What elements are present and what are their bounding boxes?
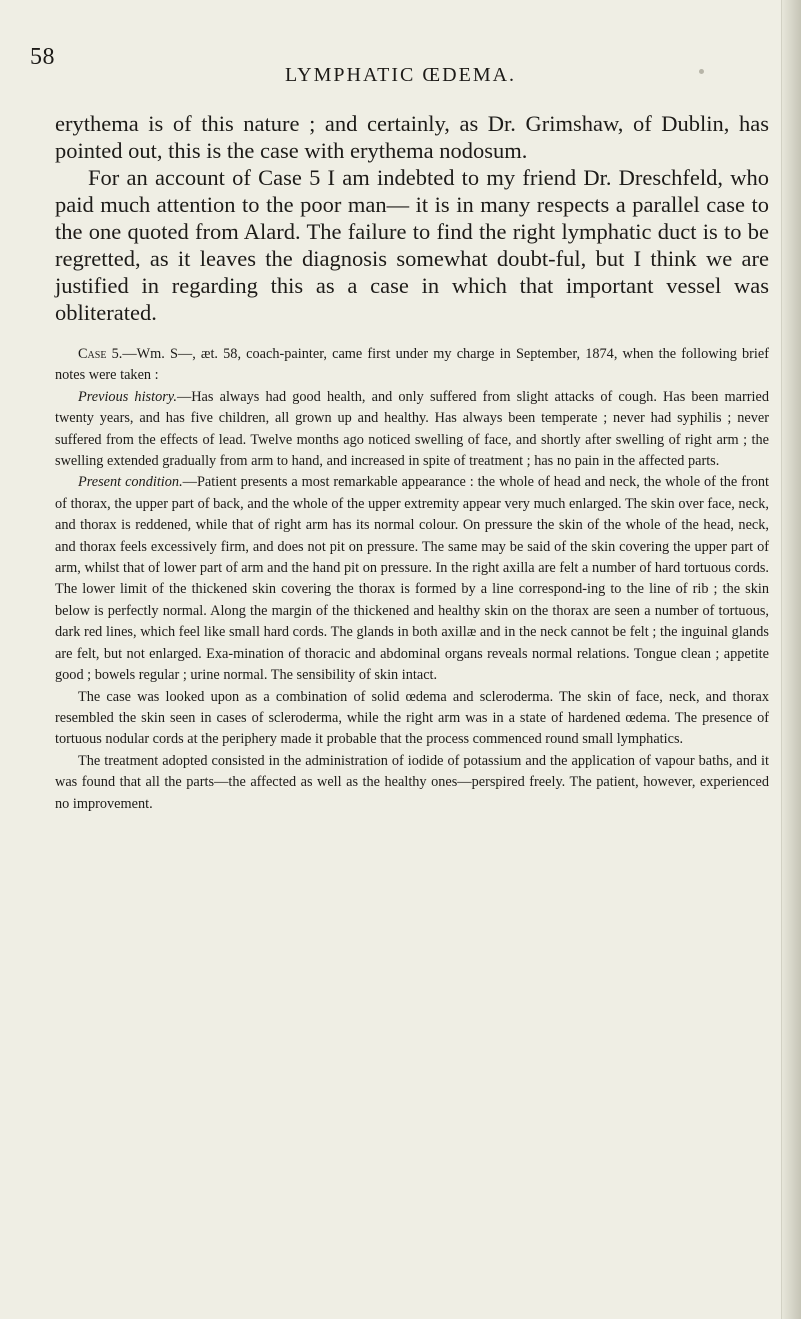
case-intro-paragraph bbox=[55, 344, 769, 387]
page-edge-shadow bbox=[781, 0, 801, 1319]
present-condition-label: Present condition. bbox=[78, 474, 183, 491]
page-number: 58 bbox=[30, 44, 55, 70]
previous-history-label: Previous history. bbox=[78, 388, 177, 405]
body-text bbox=[55, 110, 769, 815]
page-edge-line bbox=[781, 0, 782, 1319]
running-head: LYMPHATIC ŒDEMA. bbox=[284, 64, 517, 86]
intro-paragraph-2: For an account of Case 5 I am indebted to my friend Dr. Dreschfeld, who paid much attention to the poor man— it is in many respects a parallel case to the one quoted from Alard. The failure to find the right lymphatic duct is to be regretted, as it leaves the diagnosis somewhat doubt-ful, but I think we are justified in regarding this as a case in which that important vessel was obliterated. bbox=[55, 165, 769, 325]
present-condition-text: —Patient presents a most remarkable appearance : the whole of head and neck, the whole of the front of thorax, the upper part of back, and the whole of the upper extremity appear very much enlarged. The skin over face, neck, and thorax is reddened, while that of right arm has its normal colour. On pressure the skin of the whole of the head, neck, and thorax feels excessively firm, and does not pit on pressure. The same may be said of the skin covering the upper part of arm, whilst that of lower part of arm and the hand pit on pressure. In the right axilla are felt a number of hard tortuous cords. The lower limit of the thickened skin covering the thorax is formed by a line correspond-ing to the line of rib ; the skin below is perfectly normal. Along the margin of the thickened and healthy skin on the thorax are seen a number of tortuous, dark red lines, which feel like small hard cords. The glands in both axillæ and in the neck cannot be felt ; the inguinal glands are felt, but not enlarged. Exa-mination of thoracic and abdominal organs reveals normal relations. Tongue clean ; appetite good ; bowels regular ; urine normal. The sensibility of skin intact. bbox=[55, 474, 769, 684]
case-intro-text: 5.—Wm. S—, æt. 58, coach-painter, came first under my charge in September, 1874, when the following brief notes were taken : bbox=[55, 346, 769, 384]
intro-paragraph-1: erythema is of this nature ; and certainly, as Dr. Grimshaw, of Dublin, has pointed out, this is the case with erythema nodosum. bbox=[55, 111, 769, 163]
previous-history-text: —Has always had good health, and only suffered from slight attacks of cough. Has been married twenty years, and has five children, all grown up and healthy. Has always been temperate ; never had syphilis ; never suffered from the effects of lead. Twelve months ago noticed swelling of face, and shortly after swelling of right arm ; the swelling extended gradually from arm to hand, and increased in spite of treatment ; has no pain in the affected parts. bbox=[55, 388, 769, 470]
treatment-paragraph: The treatment adopted consisted in the administration of iodide of potassium and the application of vapour baths, and it was found that all the parts—the affected as well as the healthy ones—perspired freely. The patient, however, experienced no improvement. bbox=[55, 752, 769, 812]
ornament-dot bbox=[699, 69, 704, 74]
combination-paragraph: The case was looked upon as a combination of solid œdema and scleroderma. The skin of face, neck, and thorax resembled the skin seen in cases of scleroderma, while the right arm was in a state of hardened œdema. The presence of tortuous nodular cords at the periphery made it probable that the process commenced round small lymphatics. bbox=[55, 688, 769, 748]
present-condition-paragraph bbox=[55, 472, 769, 686]
previous-history-paragraph bbox=[55, 387, 769, 473]
case-label: Case bbox=[78, 346, 107, 362]
